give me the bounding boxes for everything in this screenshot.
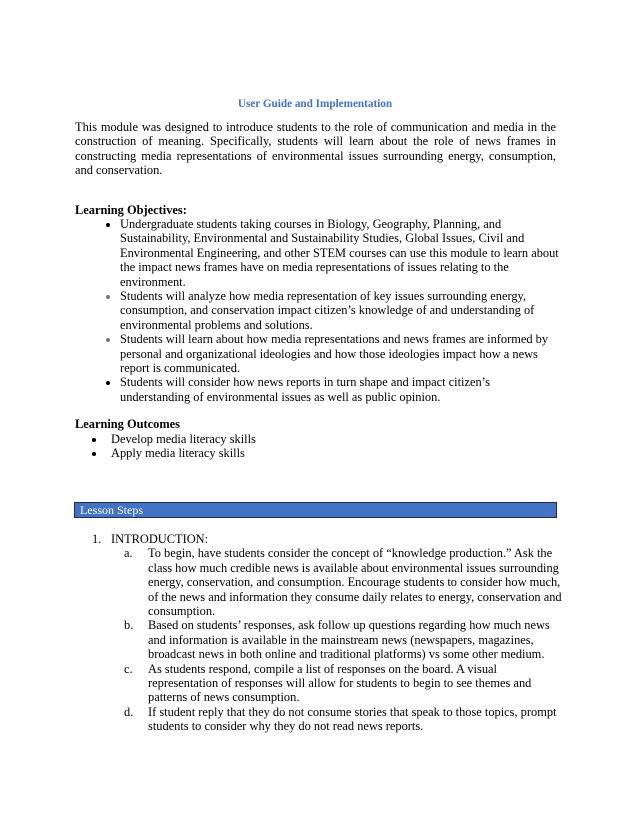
list-item-text: Apply media literacy skills <box>111 446 245 461</box>
list-item-text: Students will analyze how media representation of key issues surrounding energy, consumption, and conservation impact citizen’s knowledge of and understanding of environmental problems and solutions. <box>120 289 535 332</box>
learning-outcomes-heading: Learning Outcomes <box>75 417 180 431</box>
intro-paragraph: This module was designed to introduce students to the role of communication and media in the construction of meaning. Specifically, students will learn about the role of news frames in constructing media representations of environmental issues surrounding energy, consumption, and conservation. <box>75 120 556 178</box>
substep-item <box>124 704 568 734</box>
substep-letter: a. <box>124 546 133 561</box>
bullet-icon <box>106 381 110 385</box>
list-item-text: Undergraduate students taking courses in Biology, Geography, Planning, and Sustainability, Environmental and Sustainability Studies, Global Issues, Civil and Environmental Engineering, and other STEM courses can use this module to learn about the impact news frames have on media representations of issues relating to the environment. <box>120 217 559 289</box>
substep-letter: c. <box>124 661 133 676</box>
list-item <box>120 289 560 332</box>
substep-item <box>124 618 568 662</box>
list-item-text: Develop media literacy skills <box>111 432 256 446</box>
learning-objectives-list <box>120 217 560 404</box>
substep-item <box>124 546 568 619</box>
step-title: INTRODUCTION: <box>111 532 209 546</box>
page-title: User Guide and Implementation <box>237 98 393 110</box>
bullet-icon <box>106 223 110 227</box>
substep-letter: d. <box>124 704 134 719</box>
substep-text: As students respond, compile a list of responses on the board. A visual representation of responses will allow for students to begin to see themes and patterns of news consumption. <box>148 661 532 705</box>
list-item <box>120 217 560 289</box>
list-item <box>120 375 560 404</box>
step-number: 1. <box>92 532 102 546</box>
bullet-icon <box>106 295 110 299</box>
bullet-icon <box>106 338 110 342</box>
substep-text: To begin, have students consider the concept of “knowledge production.” Ask the class how much credible news is available about environmental issues surrounding energy, conservation, and consumption. Encourage students to consider how much, of the news and information they consume daily relates to energy, conservation and consumption. <box>148 546 562 619</box>
list-item-text: Students will learn about how media representations and news frames are informed by personal and organizational ideologies and how those ideologies impact how a news report is communicated. <box>120 332 549 376</box>
list-item <box>111 432 551 446</box>
substep-item <box>124 661 568 705</box>
substep-letter: b. <box>124 618 134 633</box>
substep-text: Based on students’ responses, ask follow up questions regarding how much news and information is available in the mainstream news (newspapers, magazines, broadcast news in both online and traditional platforms) vs some other medium. <box>148 618 550 662</box>
list-item <box>111 446 551 460</box>
learning-outcomes-list <box>111 432 551 461</box>
bullet-icon <box>92 452 96 456</box>
substep-list <box>124 546 568 734</box>
learning-objectives-heading: Learning Objectives: <box>75 203 187 217</box>
lesson-steps-section-bar: Lesson Steps <box>74 502 557 518</box>
bullet-icon <box>92 438 96 442</box>
list-item <box>120 332 560 375</box>
substep-text: If student reply that they do not consume stories that speak to those topics, prompt students to consider why they do not read news reports. <box>148 704 557 734</box>
list-item-text: Students will consider how news reports in turn shape and impact citizen’s understanding of environmental issues as well as public opinion. <box>120 375 490 404</box>
